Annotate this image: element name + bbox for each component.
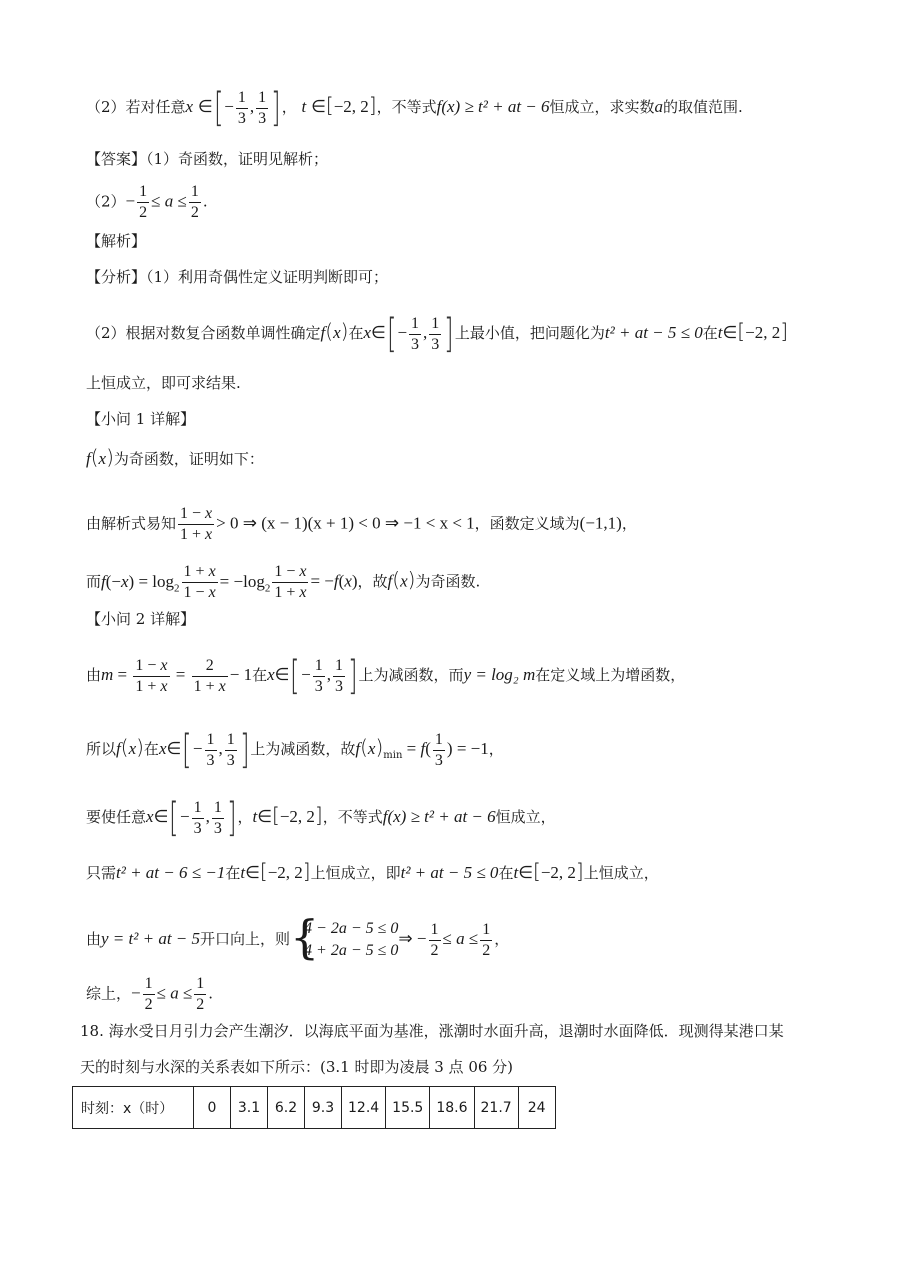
table-cell: 24	[518, 1087, 555, 1129]
table-cell: 21.7	[474, 1087, 518, 1129]
sub1-line-3: 而$f(-x) = \log_2$ $\frac{1 + x}{1 - x}$ = $-\log_2$ $\frac{1 - x}{1 + x}$ = −f(x)，故f(x)为奇函数.	[86, 563, 481, 601]
sub2-line-2: 所以f(x)在x∈[− $\frac{1}{3}$ , $\frac{1}{3}$ ]上为减函数，故$f(x)_{min} = f$( $\frac{1}{3}$ ) = −1，	[86, 727, 504, 773]
q18-line-1: 18. 海水受日月引力会产生潮汐．以海底平面为基准，涨潮时水面升高，退潮时水面降低．现测得某港口某	[80, 1022, 784, 1040]
jiexi-tag: 【解析】	[86, 232, 147, 250]
sub2-line-6: 综上，− $\frac{1}{2}$ ≤ a ≤ $\frac{1}{2}$ .	[86, 975, 214, 1013]
sub1-line-2: 由解析式易知 $\frac{1 - x}{1 + x}$ > 0 ⇒ (x − 1)(x + 1) < 0 ⇒ −1 < x < 1，函数定义域为(−1,1)，	[86, 505, 637, 543]
table-cell: 15.5	[386, 1087, 430, 1129]
answer-line-2: （2）− $\frac{1}{2}$ ≤ a ≤ $\frac{1}{2}$ .	[86, 183, 208, 221]
sub1-tag: 【小问 1 详解】	[86, 410, 196, 428]
question-2: （2）若对任意x ∈[− $\frac{1}{3}$ , $\frac{1}{3}$ ]， t ∈[−2, 2]，不等式f(x) ≥ t² + at − 6恒成立，求实数a的取值范围.	[86, 85, 743, 131]
analysis-line-2: （2）根据对数复合函数单调性确定f(x)在x∈[− $\frac{1}{3}$ , $\frac{1}{3}$ ]上最小值，把问题化为t² + at − 5 ≤ 0在t∈[−2, 2]	[86, 311, 789, 357]
table-cell: 6.2	[268, 1087, 305, 1129]
table-cell: 3.1	[231, 1087, 268, 1129]
analysis-line-3: 上恒成立，即可求结果.	[86, 374, 241, 392]
sub2-tag: 【小问 2 详解】	[86, 610, 196, 628]
analysis-line-1: 【分析】（1）利用奇偶性定义证明判断即可；	[86, 268, 389, 286]
q18-line-2: 天的时刻与水深的关系表如下所示：(3.1 时即为凌晨 3 点 06 分)	[80, 1058, 514, 1076]
sub2-line-1: 由m = $\frac{1 - x}{1 + x}$ = $\frac{2}{1 + x}$ − 1在x∈[− $\frac{1}{3}$ , $\frac{1}{3}$ ]上为减函数，而y = log₂ m在定义域上为增函数，	[86, 653, 686, 699]
tide-table	[72, 1086, 556, 1129]
table-row	[73, 1087, 556, 1129]
answer-line-1: 【答案】（1）奇函数，证明见解析；	[86, 150, 329, 168]
table-header-cell: 时刻：x（时）	[73, 1087, 194, 1129]
table-cell: 0	[194, 1087, 231, 1129]
sub1-line-1: f(x)为奇函数，证明如下：	[86, 445, 264, 469]
sub2-line-3: 要使任意x∈[− $\frac{1}{3}$ , $\frac{1}{3}$ ]，t∈[−2, 2]，不等式f(x) ≥ t² + at − 6恒成立，	[86, 795, 556, 841]
table-cell: 18.6	[430, 1087, 474, 1129]
table-cell: 12.4	[342, 1087, 386, 1129]
sub2-line-5: 由y = t² + at − 5开口向上，则 { 4 − 2a − 5 ≤ 0 4 + 2a − 5 ≤ 0 ⇒ − $\frac{1}{2}$ ≤ a ≤ $\frac{1}{2}$ ，	[86, 910, 510, 964]
table-cell: 9.3	[305, 1087, 342, 1129]
inequality-system: { 4 − 2a − 5 ≤ 0 4 + 2a − 5 ≤ 0	[290, 910, 399, 964]
sub2-line-4: 只需t² + at − 6 ≤ −1在t∈[−2, 2]上恒成立，即t² + at − 5 ≤ 0在t∈[−2, 2]上恒成立，	[86, 859, 659, 883]
